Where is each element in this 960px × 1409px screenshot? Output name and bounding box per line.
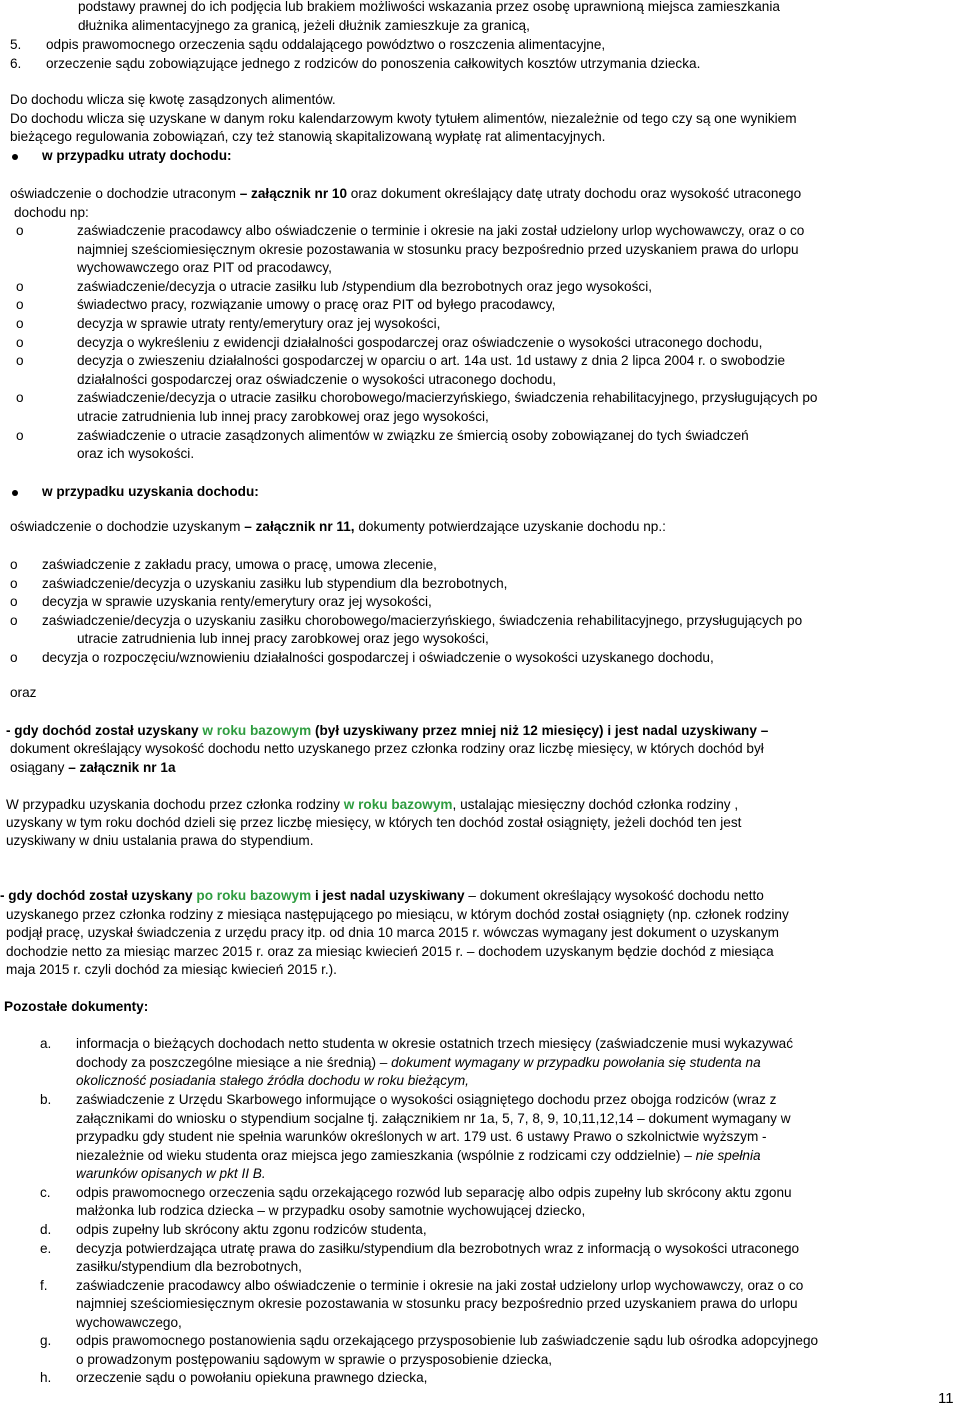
- list-item: zaświadczenie/decyzja o utracie zasiłku chorobowego/macierzyńskiego, świadczenia rehabilitacyjnego, przysługujących po: [77, 390, 818, 406]
- list-item: informacja o bieżących dochodach netto studenta w okresie ostatnich trzech miesięcy (zaświadczenie musi wykazywać: [76, 1036, 794, 1051]
- paragraph: uzyskanego przez członka rodziny z miesiąca następującego po miesiącu, w którym dochód został osiągnięty (np. członek rodziny: [6, 907, 789, 922]
- list-item: działalności gospodarczej oraz oświadczenie o wysokości utraconego dochodu,: [77, 371, 557, 387]
- list-item: okoliczność posiadania stałego źródła dochodu w roku bieżącym,: [76, 1073, 469, 1088]
- list-item: wychowawczego,: [76, 1315, 182, 1330]
- list-bullet: o: [16, 334, 24, 350]
- list-item: wychowawczego oraz PIT od pracodawcy,: [77, 260, 332, 276]
- paragraph: osiągany – załącznik nr 1a: [10, 760, 176, 775]
- list-letter: b.: [40, 1092, 52, 1107]
- list-item: decyzja potwierdzająca utratę prawa do zasiłku/stypendium dla bezrobotnych wraz z informacją o wysokości utraconego: [76, 1241, 800, 1256]
- list-item: decyzja w sprawie utraty renty/emerytury oraz jej wysokości,: [77, 316, 441, 331]
- list-item: orzeczenie sądu zobowiązujące jednego z rodziców do ponoszenia całkowitych kosztów utrzymania dziecka.: [46, 56, 701, 71]
- list-item: orzeczenie sądu o powołaniu opiekuna prawnego dziecka,: [76, 1370, 428, 1385]
- list-bullet: o: [10, 612, 18, 628]
- paragraph: uzyskiwany w dniu ustalania prawa do stypendium.: [6, 833, 314, 848]
- list-bullet: o: [16, 316, 24, 331]
- list-item: decyzja o rozpoczęciu/wznowieniu działalności gospodarczej i oświadczenie o wysokości uzyskanego dochodu,: [42, 650, 714, 665]
- list-item: zaświadczenie o utracie zasądzonych alimentów w związku ze śmiercią osoby zobowiązanej do tych świadczeń: [77, 427, 749, 443]
- section-heading: w przypadku utraty dochodu:: [42, 148, 232, 163]
- section-heading: Pozostałe dokumenty:: [4, 999, 149, 1014]
- list-item: warunków opisanych w pkt II B.: [76, 1166, 266, 1181]
- paragraph: dochodu np:: [14, 205, 89, 220]
- list-item: zaświadczenie/decyzja o uzyskaniu zasiłku chorobowego/macierzyńskiego, świadczenia rehabilitacyjnego, przysługujących po: [42, 612, 803, 628]
- paragraph: - gdy dochód został uzyskany po roku bazowym i jest nadal uzyskiwany – dokument określający wysokość dochodu netto: [0, 888, 764, 903]
- list-item: zasiłku/stypendium dla bezrobotnych,: [76, 1259, 302, 1274]
- list-letter: a.: [40, 1036, 52, 1051]
- list-item: najmniej sześciomiesięcznym okresie pozostawania w stosunku pracy bezpośrednio przed uzyskaniem prawa do urlopu: [77, 241, 799, 257]
- list-item: zaświadczenie pracodawcy albo oświadczenie o terminie i okresie na jaki został udzielony urlop wychowawczy, oraz o co: [77, 223, 805, 238]
- list-letter: g.: [40, 1333, 52, 1348]
- paragraph: uzyskany w tym roku dochód dzieli się przez liczbę miesięcy, w których ten dochód został osiągnięty, jeżeli dochód ten jest: [6, 815, 742, 830]
- list-letter: c.: [40, 1185, 51, 1200]
- list-item: decyzja o zwieszeniu działalności gospodarczej w oparciu o art. 14a ust. 1d ustawy z dnia 2 lipca 2004 r. o swobodzie: [77, 353, 786, 369]
- list-item: przypadku gdy student nie spełnia warunków określonych w art. 179 ust. 6 ustawy Prawo o szkolnictwie wyższym -: [76, 1129, 767, 1144]
- page-number: 11: [938, 1390, 954, 1407]
- paragraph: podjął pracę, uzyskał świadczenia z urzędu pracy itp. od dnia 10 marca 2015 r. wówczas wymagany jest dokument o uzyskanym: [6, 925, 779, 940]
- list-item: małżonka lub rodzica dziecka – w przypadku osoby samotnie wychowującej dziecko,: [76, 1203, 586, 1218]
- paragraph: Do dochodu wlicza się uzyskane w danym roku kalendarzowym kwoty tytułem alimentów, niezależnie od tego czy są one wynikiem: [10, 111, 797, 126]
- list-item: utracie zatrudnienia lub innej pracy zarobkowej oraz jego wysokości,: [77, 631, 489, 647]
- paragraph: - gdy dochód został uzyskany w roku bazowym (był uzyskiwany przez mniej niż 12 miesięcy) i jest nadal uzyskiwany –: [6, 723, 769, 738]
- list-item: odpis zupełny lub skrócony aktu zgonu rodziców studenta,: [76, 1222, 427, 1237]
- conjunction: oraz: [10, 685, 37, 700]
- list-number: 5.: [10, 37, 22, 52]
- list-item: oraz ich wysokości.: [77, 446, 195, 462]
- list-item: zaświadczenie z zakładu pracy, umowa o pracę, umowa zlecenie,: [42, 557, 437, 572]
- list-bullet: o: [16, 223, 24, 238]
- bullet-icon: [12, 154, 18, 160]
- list-letter: f.: [40, 1278, 48, 1293]
- list-bullet: o: [16, 390, 24, 406]
- list-item: odpis prawomocnego postanowienia sądu orzekającego przysposobienie lub zaświadczenie sądu lub ośrodka adopcyjnego: [76, 1333, 819, 1348]
- paragraph: dochodzie netto za miesiąc marzec 2015 r. oraz za miesiąc kwiecień 2015 r. – dochodem uzyskanym będzie dochód z miesiąca: [6, 944, 774, 959]
- paragraph: oświadczenie o dochodzie utraconym – załącznik nr 10 oraz dokument określający datę utraty dochodu oraz wysokość utraconego: [10, 186, 802, 201]
- list-item: decyzja w sprawie uzyskania renty/emerytury oraz jej wysokości,: [42, 594, 432, 610]
- bullet-icon: [12, 490, 18, 496]
- paragraph: maja 2015 r. czyli dochód za miesiąc kwiecień 2015 r.).: [6, 962, 337, 977]
- list-item: zaświadczenie/decyzja o utracie zasiłku lub /stypendium dla bezrobotnych oraz jego wysokości,: [77, 278, 653, 294]
- list-bullet: o: [10, 557, 18, 572]
- list-item: zaświadczenie/decyzja o uzyskaniu zasiłku lub stypendium dla bezrobotnych,: [42, 575, 508, 591]
- list-bullet: o: [16, 297, 24, 313]
- list-item: odpis prawomocnego orzeczenia sądu oddalającego powództwo o roszczenia alimentacyjne,: [46, 37, 606, 52]
- list-bullet: o: [10, 575, 18, 591]
- list-item: decyzja o wykreśleniu z ewidencji działalności gospodarczej oraz oświadczenie o wysokości utraconego dochodu,: [77, 334, 763, 350]
- paragraph: bieżącego regulowania zobowiązań, czy też stanowią skapitalizowaną wypłatę rat alimentacyjnych.: [10, 129, 606, 144]
- paragraph: oświadczenie o dochodzie uzyskanym – załącznik nr 11, dokumenty potwierdzające uzyskanie dochodu np.:: [10, 519, 666, 534]
- paragraph: dokument określający wysokość dochodu netto uzyskanego przez członka rodziny oraz liczbę miesięcy, w których dochód był: [10, 741, 764, 756]
- list-bullet: o: [10, 650, 18, 665]
- list-item: zaświadczenie z Urzędu Skarbowego informujące o wysokości osiągniętego dochodu przez obojga rodziców (wraz z: [76, 1092, 777, 1107]
- list-item: o prowadzonym postępowaniu sądowym w sprawie o przysposobienie dziecka,: [76, 1352, 553, 1367]
- list-item: utracie zatrudnienia lub innej pracy zarobkowej oraz jego wysokości,: [77, 409, 489, 424]
- list-item: dochody za poszczególne miesiące a nie średnią) – dokument wymagany w przypadku powołania się studenta na: [76, 1055, 761, 1070]
- list-letter: d.: [40, 1222, 52, 1237]
- list-bullet: o: [10, 594, 18, 610]
- list-letter: h.: [40, 1370, 52, 1385]
- list-item: świadectwo pracy, rozwiązanie umowy o pracę oraz PIT od byłego pracodawcy,: [77, 297, 556, 313]
- list-bullet: o: [16, 427, 24, 443]
- list-item: załącznikami do wniosku o stypendium socjalne tj. załącznikiem nr 1a, 5, 7, 8, 9, 10,11,12,14 – dokument wymagany w: [76, 1111, 791, 1126]
- text-line: dłużnika alimentacyjnego za granicą, jeżeli dłużnik zamieszkuje za granicą,: [78, 18, 530, 33]
- list-number: 6.: [10, 56, 22, 71]
- section-heading: w przypadku uzyskania dochodu:: [42, 484, 259, 499]
- list-letter: e.: [40, 1241, 52, 1256]
- paragraph: W przypadku uzyskania dochodu przez członka rodziny w roku bazowym, ustalając miesięczny dochód członka rodziny ,: [6, 797, 739, 812]
- text-line: podstawy prawnej do ich podjęcia lub brakiem możliwości wskazania przez osobę uprawnioną miejsca zamieszkania: [78, 0, 780, 14]
- list-item: najmniej sześciomiesięcznym okresie pozostawania w stosunku pracy bezpośrednio przed uzyskaniem prawa do urlopu: [76, 1296, 798, 1311]
- list-item: zaświadczenie pracodawcy albo oświadczenie o terminie i okresie na jaki został udzielony urlop wychowawczy, oraz o co: [76, 1278, 804, 1293]
- paragraph: Do dochodu wlicza się kwotę zasądzonych alimentów.: [10, 92, 336, 107]
- list-bullet: o: [16, 353, 24, 369]
- list-bullet: o: [16, 278, 24, 294]
- list-item: niezależnie od wieku studenta oraz miejsca jego zamieszkania (wspólnie z rodzicami czy oddzielnie) – nie spełnia: [76, 1148, 761, 1163]
- list-item: odpis prawomocnego orzeczenia sądu orzekającego rozwód lub separację albo odpis zupełny lub skrócony aktu zgonu: [76, 1185, 792, 1200]
